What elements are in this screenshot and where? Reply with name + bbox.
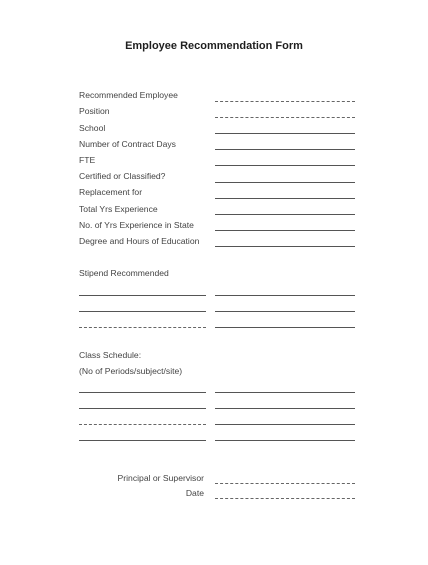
schedule-line-right-1[interactable] [215,392,355,393]
field-line-replacement-for[interactable] [215,198,355,199]
field-line-contract-days[interactable] [215,149,355,150]
label-principal-supervisor: Principal or Supervisor [117,473,204,483]
label-school: School [79,123,106,133]
label-certified-classified: Certified or Classified? [79,171,166,181]
label-replacement-for: Replacement for [79,187,143,197]
stipend-line-left-2[interactable] [79,311,206,312]
label-contract-days: Number of Contract Days [79,139,176,149]
stipend-line-right-3[interactable] [215,327,355,328]
schedule-line-left-4[interactable] [79,440,206,441]
stipend-line-right-1[interactable] [215,295,355,296]
label-stipend-recommended: Stipend Recommended [79,268,169,278]
schedule-line-right-3[interactable] [215,424,355,425]
principal-signature-line[interactable] [215,483,355,484]
label-fte: FTE [79,155,96,165]
field-line-recommended-employee[interactable] [215,101,355,102]
label-position: Position [79,106,110,116]
field-line-certified-classified[interactable] [215,182,355,183]
schedule-line-left-2[interactable] [79,408,206,409]
label-recommended-employee: Recommended Employee [79,90,178,100]
field-line-total-yrs-experience[interactable] [215,214,355,215]
field-line-school[interactable] [215,133,355,134]
label-class-schedule: Class Schedule: [79,350,142,360]
stipend-line-left-3[interactable] [79,327,206,328]
stipend-line-left-1[interactable] [79,295,206,296]
field-line-position[interactable] [215,117,355,118]
schedule-line-left-3[interactable] [79,424,206,425]
label-date: Date [185,488,204,498]
stipend-line-right-2[interactable] [215,311,355,312]
field-line-fte[interactable] [215,165,355,166]
label-yrs-experience-state: No. of Yrs Experience in State [79,220,194,230]
label-degree-hours: Degree and Hours of Education [79,236,200,246]
schedule-line-left-1[interactable] [79,392,206,393]
schedule-line-right-2[interactable] [215,408,355,409]
field-line-degree-hours[interactable] [215,246,355,247]
schedule-line-right-4[interactable] [215,440,355,441]
label-total-yrs-experience: Total Yrs Experience [79,204,158,214]
page-title: Employee Recommendation Form [125,40,303,52]
field-line-yrs-experience-state[interactable] [215,230,355,231]
date-line[interactable] [215,498,355,499]
label-class-schedule-sub: (No of Periods/subject/site) [79,366,183,376]
